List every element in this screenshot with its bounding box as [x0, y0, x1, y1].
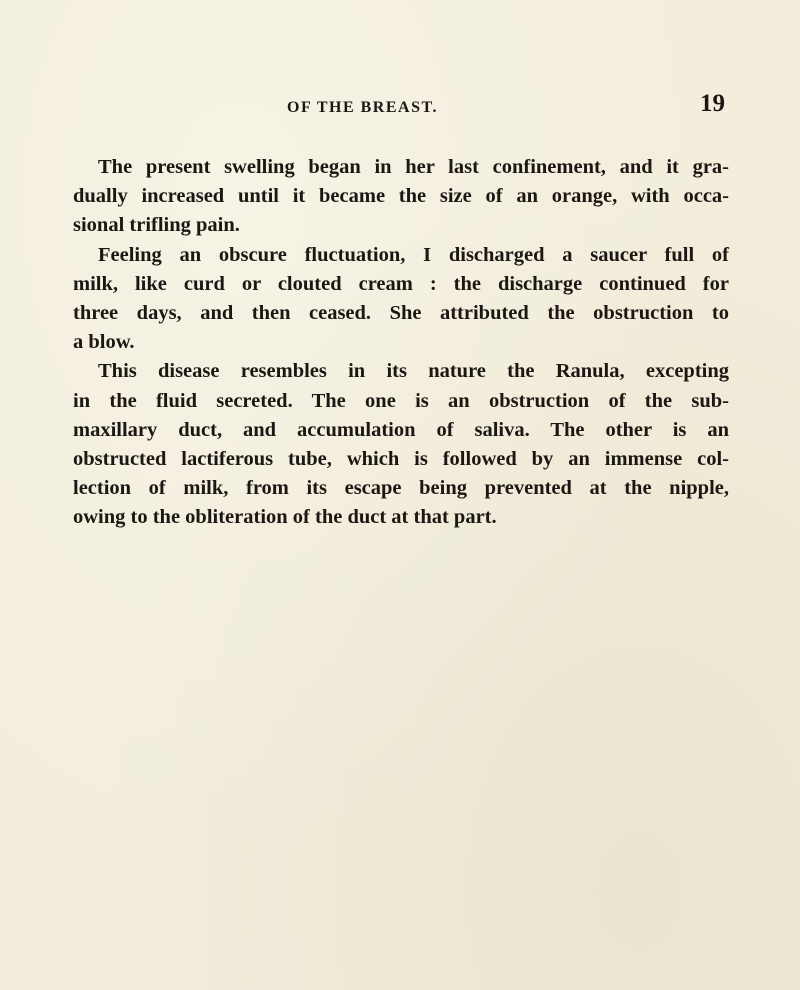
running-head: OF THE BREAST.: [287, 99, 438, 116]
paragraph-1-line-1: The present swelling began in her last confinement, and it gra-: [98, 156, 729, 178]
paragraph-3-line-5: lection of milk, from its escape being prevented at the nipple,: [73, 477, 729, 500]
paragraph-3-line-2: in the fluid secreted. The one is an obstruction of the sub-: [73, 389, 729, 412]
paragraph-3-line-3: maxillary duct, and accumulation of saliva. The other is an: [73, 418, 729, 441]
paragraph-2-line-1: Feeling an obscure fluctuation, I discharged a saucer full of: [98, 243, 729, 266]
paragraph-1-line-3: sional trifling pain.: [73, 214, 240, 237]
paragraph-2-line-2: milk, like curd or clouted cream : the discharge continued for: [73, 272, 729, 295]
paragraph-2-line-3: three days, and then ceased. She attributed the obstruction to: [73, 302, 729, 325]
body-text: [73, 153, 729, 533]
paragraph-3-line-6: owing to the obliteration of the duct at that part.: [73, 506, 497, 529]
paragraph-3-line-1: This disease resembles in its nature the Ranula, excepting: [98, 360, 729, 383]
paragraph-3-line-4: obstructed lactiferous tube, which is followed by an immense col-: [73, 448, 729, 471]
paragraph-2-line-4: a blow.: [73, 331, 135, 354]
page-header: [0, 90, 800, 132]
page-number: 19: [700, 90, 725, 117]
paragraph-1-line-2: dually increased until it became the size of an orange, with occa-: [73, 185, 729, 208]
